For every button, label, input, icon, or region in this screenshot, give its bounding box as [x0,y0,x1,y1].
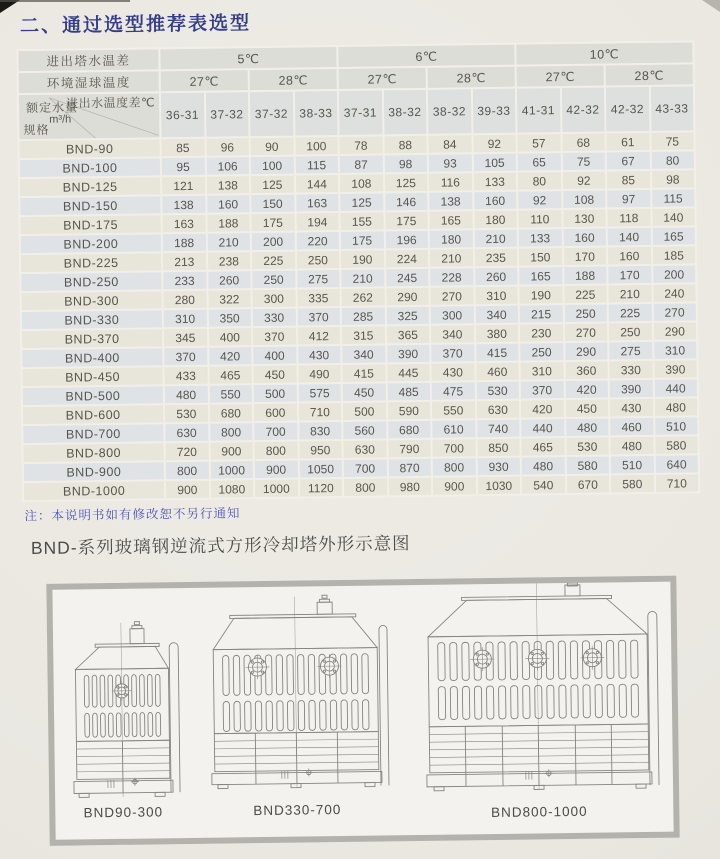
temp-diff-header-cell: 6℃ [338,45,514,67]
value-cell: 630 [476,401,519,419]
value-cell: 485 [387,383,430,401]
value-cell: 88 [384,136,427,154]
corner-mid-label-1: 额定水量 [26,100,79,116]
value-cell: 275 [297,270,340,288]
value-cell: 75 [651,132,694,150]
value-cell: 700 [432,439,475,457]
model-cell: BND-90 [20,139,160,158]
value-cell: 160 [474,192,517,210]
value-cell: 430 [610,399,653,417]
value-cell: 450 [343,383,386,401]
value-cell: 300 [253,290,296,308]
value-cell: 188 [564,266,607,284]
value-cell: 245 [386,269,429,287]
value-cell: 330 [253,309,296,327]
range-header-cell: 41-31 [517,88,560,133]
model-cell: BND-150 [20,196,160,215]
value-cell: 370 [431,344,474,362]
value-cell: 445 [387,364,430,382]
range-header-cell: 39-33 [472,89,515,134]
value-cell: 420 [209,347,252,365]
diagram-section-title: BND-系列玻璃钢逆流式方形冷却塔外形示意图 [30,533,411,559]
value-cell: 480 [654,398,697,416]
value-cell: 140 [608,228,651,246]
value-cell: 415 [342,364,385,382]
value-cell: 550 [209,385,252,403]
value-cell: 240 [653,284,696,302]
value-cell: 225 [609,304,652,322]
value-cell: 144 [296,175,339,193]
value-cell: 480 [522,457,565,475]
value-cell: 225 [252,252,295,270]
value-cell: 700 [344,459,387,477]
value-cell: 165 [429,211,472,229]
value-cell: 560 [343,421,386,439]
value-cell: 450 [565,399,608,417]
revision-note: 注：本说明书如有修改恕不另行通知 [24,506,241,524]
value-cell: 133 [519,229,562,247]
value-cell: 138 [429,192,472,210]
value-cell: 155 [341,212,384,230]
value-cell: 310 [475,287,518,305]
value-cell: 340 [431,325,474,343]
range-header-cell: 37-31 [339,90,382,135]
value-cell: 610 [432,420,475,438]
value-cell: 170 [563,247,606,265]
value-cell: 93 [429,154,472,172]
value-cell: 340 [475,306,518,324]
value-cell: 200 [653,265,696,283]
value-cell: 1080 [210,480,253,498]
value-cell: 225 [564,285,607,303]
wet-bulb-header-cell: 28℃ [606,64,693,85]
range-header-cell: 38-32 [383,90,426,135]
model-cell: BND-225 [21,253,161,272]
value-cell: 108 [340,174,383,192]
header-row-ranges [19,86,694,139]
value-cell: 250 [252,271,295,289]
value-cell: 700 [254,423,297,441]
wet-bulb-header-cell: 27℃ [161,70,248,91]
range-header-cell: 38-33 [294,91,337,136]
range-header-cell: 37-32 [250,92,293,137]
value-cell: 121 [162,177,205,195]
table-body [20,132,699,500]
diagram-label-bnd90-300: BND90-300 [83,804,164,821]
value-cell: 115 [652,189,695,207]
value-cell: 370 [253,328,296,346]
value-cell: 85 [162,139,205,157]
value-cell: 580 [611,475,654,493]
value-cell: 260 [475,268,518,286]
value-cell: 720 [166,443,209,461]
corner-cell [19,93,160,139]
value-cell: 115 [295,156,338,174]
value-cell: 100 [251,157,294,175]
value-cell: 322 [208,290,251,308]
value-cell: 175 [341,231,384,249]
value-cell: 390 [610,380,653,398]
value-cell: 950 [299,441,342,459]
value-cell: 125 [385,174,428,192]
value-cell: 300 [431,306,474,324]
value-cell: 850 [477,439,520,457]
value-cell: 415 [476,344,519,362]
value-cell: 194 [296,213,339,231]
value-cell: 67 [607,152,650,170]
value-cell: 1000 [210,461,253,479]
value-cell: 310 [164,310,207,328]
diagram-panel [46,576,679,846]
value-cell: 250 [297,251,340,269]
value-cell: 210 [430,249,473,267]
value-cell: 95 [162,158,205,176]
value-cell: 710 [655,474,698,492]
value-cell: 900 [433,477,476,495]
value-cell: 900 [210,442,253,460]
corner-mid-label-2: m³/h [49,113,72,126]
value-cell: 92 [562,172,605,190]
page-title: 二、通过选型推荐表选型 [19,13,252,38]
value-cell: 480 [566,418,609,436]
value-cell: 150 [251,195,294,213]
value-cell: 325 [386,307,429,325]
value-cell: 630 [343,440,386,458]
value-cell: 106 [206,157,249,175]
model-cell: BND-800 [24,443,164,462]
value-cell: 400 [209,328,252,346]
value-cell: 215 [520,305,563,323]
value-cell: 180 [430,230,473,248]
photo-edge-top [0,0,130,2]
wet-bulb-row-label: 环境湿球温度 [19,71,159,93]
value-cell: 530 [566,437,609,455]
value-cell: 130 [563,210,606,228]
temp-diff-header-cell: 5℃ [160,47,336,69]
model-cell: BND-900 [24,462,164,481]
value-cell: 475 [432,382,475,400]
range-header-cell: 38-32 [428,89,471,134]
range-header-cell: 42-32 [561,88,604,133]
value-cell: 600 [254,404,297,422]
value-cell: 78 [340,136,383,154]
value-cell: 210 [207,233,250,251]
value-cell: 185 [652,246,695,264]
wet-bulb-header-cell: 27℃ [339,68,426,89]
range-header-cell: 37-32 [205,92,248,137]
value-cell: 1030 [477,477,520,495]
value-cell: 118 [607,209,650,227]
value-cell: 105 [473,154,516,172]
value-cell: 900 [255,461,298,479]
value-cell: 275 [609,342,652,360]
value-cell: 580 [566,456,609,474]
value-cell: 350 [208,309,251,327]
value-cell: 196 [385,231,428,249]
value-cell: 160 [207,195,250,213]
value-cell: 160 [563,229,606,247]
model-cell: BND-200 [21,234,161,253]
model-cell: BND-370 [22,329,162,348]
model-cell: BND-1000 [24,481,164,500]
value-cell: 630 [165,424,208,442]
range-header-cell: 43-33 [650,86,693,131]
value-cell: 510 [611,456,654,474]
value-cell: 270 [430,287,473,305]
value-cell: 460 [610,418,653,436]
value-cell: 420 [565,380,608,398]
value-cell: 175 [252,214,295,232]
value-cell: 430 [431,363,474,381]
value-cell: 98 [651,170,694,188]
value-cell: 580 [655,436,698,454]
value-cell: 670 [566,475,609,493]
temp-diff-header-cell: 10℃ [516,42,692,64]
model-cell: BND-330 [22,310,162,329]
value-cell: 228 [430,268,473,286]
photo-corner-shadow-tr [702,0,720,12]
value-cell: 68 [562,134,605,152]
model-cell: BND-175 [21,215,161,234]
diagram-label-bnd330-700: BND330-700 [253,802,342,819]
value-cell: 170 [608,266,651,284]
value-cell: 590 [387,402,430,420]
value-cell: 80 [651,151,694,169]
value-cell: 250 [520,343,563,361]
value-cell: 340 [342,345,385,363]
value-cell: 550 [432,401,475,419]
model-cell: BND-600 [23,405,163,424]
value-cell: 1050 [299,460,342,478]
value-cell: 238 [208,252,251,270]
value-cell: 190 [341,250,384,268]
value-cell: 800 [166,462,209,480]
value-cell: 85 [607,171,650,189]
value-cell: 930 [477,458,520,476]
value-cell: 433 [165,367,208,385]
value-cell: 500 [254,385,297,403]
value-cell: 87 [340,155,383,173]
value-cell: 540 [522,476,565,494]
value-cell: 310 [654,341,697,359]
value-cell: 250 [564,304,607,322]
value-cell: 420 [521,400,564,418]
value-cell: 210 [341,269,384,287]
value-cell: 740 [477,420,520,438]
value-cell: 108 [563,191,606,209]
value-cell: 61 [606,133,649,151]
temp-diff-row-label: 进出塔水温差 [18,49,158,71]
value-cell: 480 [165,386,208,404]
value-cell: 315 [342,326,385,344]
selection-table [16,40,700,502]
value-cell: 390 [654,360,697,378]
value-cell: 440 [521,419,564,437]
value-cell: 800 [210,423,253,441]
value-cell: 100 [295,137,338,155]
value-cell: 140 [652,208,695,226]
value-cell: 84 [429,135,472,153]
corner-bottom-left-label: 规格 [23,122,50,138]
value-cell: 1120 [299,479,342,497]
value-cell: 190 [519,286,562,304]
value-cell: 1000 [255,480,298,498]
value-cell: 680 [210,404,253,422]
value-cell: 330 [609,361,652,379]
value-cell: 175 [385,212,428,230]
value-cell: 440 [654,379,697,397]
value-cell: 75 [562,153,605,171]
table-header [18,42,693,139]
corner-top-right-label: 进出水温度差℃ [65,95,156,111]
value-cell: 370 [297,308,340,326]
value-cell: 270 [564,323,607,341]
value-cell: 360 [565,361,608,379]
model-cell: BND-500 [23,386,163,405]
value-cell: 790 [388,440,431,458]
value-cell: 575 [298,384,341,402]
value-cell: 640 [655,455,698,473]
value-cell: 345 [164,329,207,347]
value-cell: 80 [518,172,561,190]
value-cell: 97 [607,190,650,208]
value-cell: 163 [163,215,206,233]
value-cell: 430 [298,346,341,364]
value-cell: 96 [206,138,249,156]
value-cell: 800 [254,442,297,460]
value-cell: 285 [342,307,385,325]
value-cell: 92 [473,135,516,153]
value-cell: 188 [207,214,250,232]
value-cell: 213 [163,253,206,271]
model-cell: BND-300 [22,291,162,310]
cooling-tower-drawings [52,582,673,840]
value-cell: 530 [165,405,208,423]
value-cell: 210 [474,230,517,248]
range-header-cell: 42-32 [606,87,649,132]
value-cell: 680 [388,421,431,439]
model-cell: BND-450 [23,367,163,386]
value-cell: 490 [298,365,341,383]
value-cell: 900 [166,481,209,499]
value-cell: 138 [207,176,250,194]
value-cell: 380 [475,325,518,343]
value-cell: 90 [251,138,294,156]
value-cell: 460 [476,363,519,381]
value-cell: 870 [388,459,431,477]
value-cell: 125 [340,193,383,211]
wet-bulb-header-cell: 28℃ [250,69,337,90]
value-cell: 92 [518,191,561,209]
value-cell: 138 [162,196,205,214]
value-cell: 260 [208,271,251,289]
value-cell: 500 [343,402,386,420]
value-cell: 116 [429,173,472,191]
value-cell: 270 [653,303,696,321]
value-cell: 230 [520,324,563,342]
value-cell: 465 [209,366,252,384]
wet-bulb-header-cell: 28℃ [428,67,515,88]
value-cell: 125 [251,176,294,194]
value-cell: 365 [386,326,429,344]
model-cell: BND-100 [20,158,160,177]
value-cell: 146 [385,193,428,211]
model-cell: BND-125 [20,177,160,196]
value-cell: 465 [521,438,564,456]
value-cell: 188 [163,234,206,252]
value-cell: 390 [387,345,430,363]
wet-bulb-header-cell: 27℃ [517,66,604,87]
value-cell: 160 [608,247,651,265]
value-cell: 224 [385,250,428,268]
value-cell: 110 [518,210,561,228]
value-cell: 280 [164,291,207,309]
value-cell: 450 [254,366,297,384]
value-cell: 210 [608,285,651,303]
diagram-label-bnd800-1000: BND800-1000 [490,803,588,821]
value-cell: 800 [344,478,387,496]
value-cell: 980 [388,478,431,496]
value-cell: 220 [296,232,339,250]
value-cell: 510 [655,417,698,435]
value-cell: 530 [476,382,519,400]
value-cell: 370 [164,348,207,366]
value-cell: 165 [519,267,562,285]
value-cell: 250 [609,323,652,341]
value-cell: 133 [473,173,516,191]
value-cell: 800 [433,458,476,476]
value-cell: 57 [517,134,560,152]
value-cell: 98 [384,155,427,173]
value-cell: 830 [299,422,342,440]
value-cell: 290 [386,288,429,306]
value-cell: 233 [163,272,206,290]
value-cell: 163 [296,194,339,212]
value-cell: 262 [341,288,384,306]
value-cell: 710 [298,403,341,421]
value-cell: 310 [520,362,563,380]
value-cell: 370 [521,381,564,399]
value-cell: 400 [253,347,296,365]
model-cell: BND-700 [23,424,163,443]
value-cell: 335 [297,289,340,307]
model-cell: BND-400 [22,348,162,367]
value-cell: 200 [252,233,295,251]
value-cell: 65 [518,153,561,171]
model-cell: BND-250 [21,272,161,291]
value-cell: 412 [298,327,341,345]
value-cell: 235 [474,249,517,267]
value-cell: 290 [653,322,696,340]
value-cell: 290 [565,342,608,360]
range-header-cell: 36-31 [161,93,204,138]
value-cell: 165 [652,227,695,245]
value-cell: 150 [519,248,562,266]
value-cell: 180 [474,211,517,229]
value-cell: 480 [610,437,653,455]
